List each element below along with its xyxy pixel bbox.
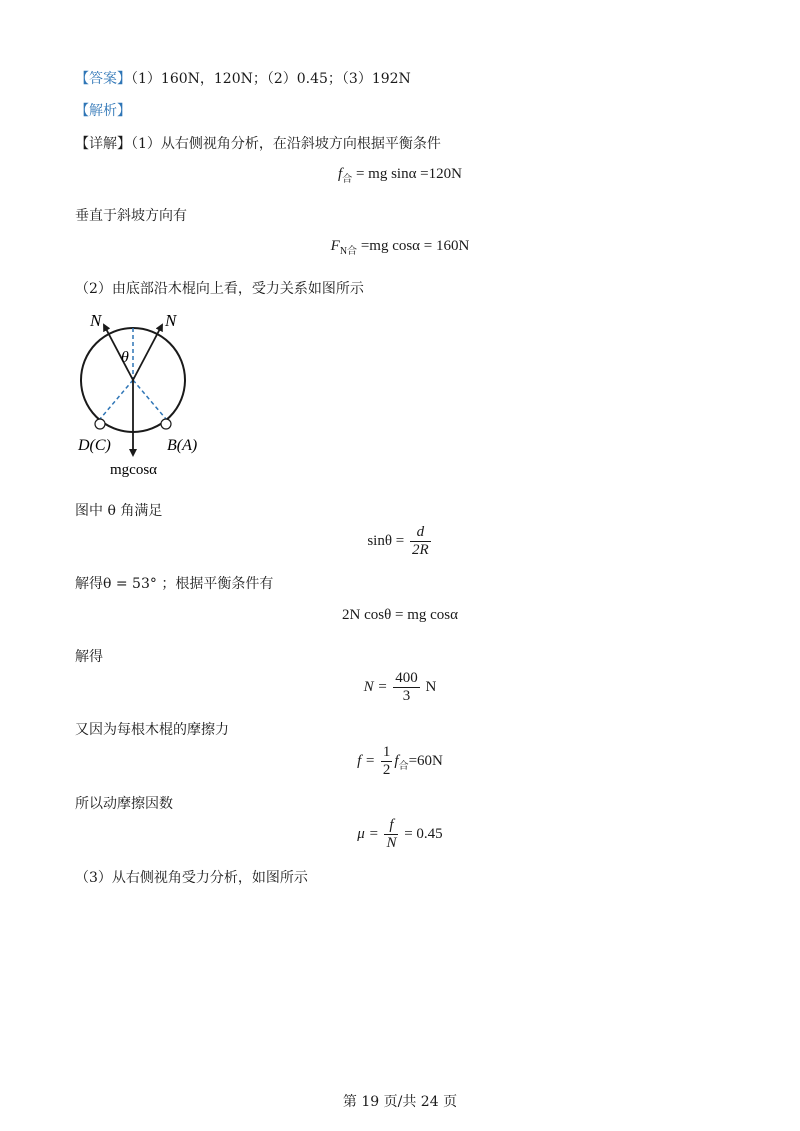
eq3-lhs: sinθ = bbox=[367, 533, 408, 550]
right-dashed-line bbox=[133, 380, 166, 419]
label-weight: mgcosα bbox=[110, 462, 158, 478]
left-dashed-line bbox=[100, 380, 133, 419]
eq5-unit: N bbox=[421, 679, 437, 696]
equation-5 bbox=[0, 670, 800, 706]
answer-tag: 【答案】 bbox=[75, 71, 131, 87]
text-solve-theta: 解得θ = 53° ；根据平衡条件有 bbox=[75, 576, 274, 592]
detail-tag: 【详解】 bbox=[75, 136, 131, 152]
equation-1 bbox=[0, 166, 800, 183]
eq1-rhs: = mg sinα =120N bbox=[352, 166, 462, 182]
normal-force-right-arrow bbox=[133, 325, 162, 380]
page-footer: 第 19 页/共 24 页 bbox=[342, 1094, 458, 1110]
eq6-numerator: 1 bbox=[382, 744, 391, 760]
eq3-numerator: d bbox=[416, 524, 425, 540]
equation-6 bbox=[0, 744, 800, 780]
eq3-denominator: 2R bbox=[411, 542, 429, 559]
eq5-lhs: N = bbox=[363, 679, 392, 696]
equation-4: 2N cosθ = mg cosα bbox=[342, 607, 458, 623]
label-right-support: B(A) bbox=[167, 437, 198, 454]
eq7-numerator: f bbox=[389, 817, 394, 833]
eq6-f: f bbox=[394, 753, 399, 770]
text-theta-condition: 图中 θ 角满足 bbox=[75, 503, 163, 519]
label-left-support: D(C) bbox=[78, 437, 111, 454]
eq2-lhs: F bbox=[330, 238, 340, 254]
eq5-denominator: 3 bbox=[393, 687, 420, 705]
eq7-lhs: μ = bbox=[357, 826, 383, 843]
eq2-sub: N合 bbox=[339, 246, 358, 257]
eq7-rhs: = 0.45 bbox=[400, 826, 443, 843]
label-n-right: N bbox=[165, 311, 177, 330]
eq6-lhs: f = bbox=[357, 753, 379, 770]
left-support-rod bbox=[95, 419, 105, 429]
text-friction: 又因为每根木棍的摩擦力 bbox=[75, 722, 229, 738]
detail-line bbox=[75, 133, 441, 153]
eq7-denominator: N bbox=[386, 835, 397, 852]
eq2-rhs: =mg cosα = 160N bbox=[357, 238, 470, 254]
analysis-tag: 【解析】 bbox=[75, 103, 131, 119]
equation-2 bbox=[0, 238, 800, 255]
answer-text: （1）160N，120N；（2）0.45；（3）192N bbox=[131, 71, 411, 87]
detail-text: （1）从右侧视角分析，在沿斜坡方向根据平衡条件 bbox=[131, 136, 441, 152]
label-n-left: N bbox=[90, 311, 102, 330]
eq1-sub: 合 bbox=[342, 174, 353, 185]
text-mu: 所以动摩擦因数 bbox=[75, 796, 173, 812]
equation-7 bbox=[0, 817, 800, 853]
force-diagram bbox=[70, 300, 230, 480]
equation-3 bbox=[0, 524, 800, 560]
text-part2: （2）由底部沿木棍向上看，受力关系如图所示 bbox=[75, 281, 364, 297]
eq1-lhs: f bbox=[338, 166, 343, 182]
eq6-denominator: 2 bbox=[382, 762, 391, 779]
right-support-rod bbox=[161, 419, 171, 429]
label-theta: θ bbox=[121, 349, 129, 366]
eq6-sub: 合 bbox=[398, 761, 409, 773]
eq5-numerator: 400 bbox=[395, 670, 418, 686]
eq6-rhs: =60N bbox=[408, 753, 443, 770]
text-solve: 解得 bbox=[75, 649, 103, 665]
text-perpendicular: 垂直于斜坡方向有 bbox=[75, 208, 187, 224]
text-part3: （3）从右侧视角受力分析，如图所示 bbox=[75, 870, 308, 886]
answer-line bbox=[75, 68, 411, 88]
